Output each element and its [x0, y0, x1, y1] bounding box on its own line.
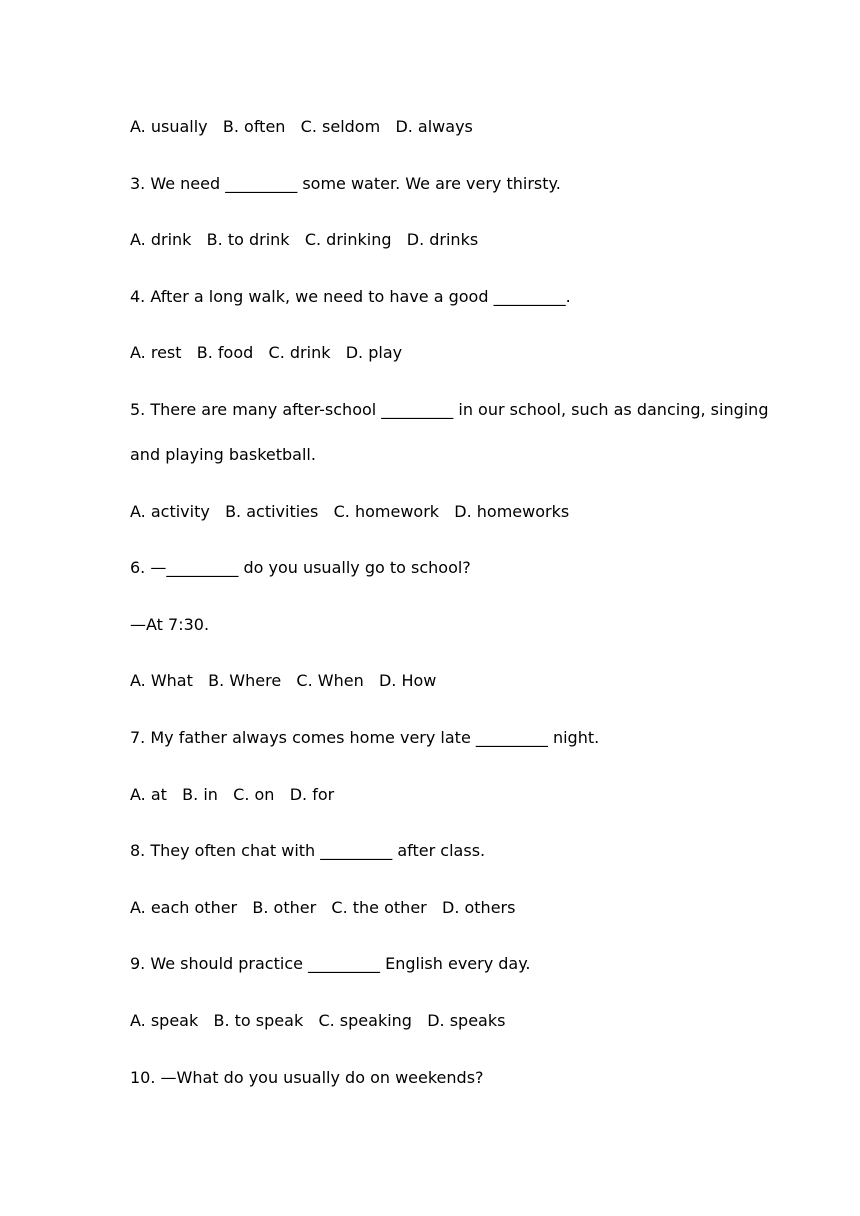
q5-options: A. activity B. activities C. homework D. homeworks	[130, 501, 570, 521]
q6-answer: —At 7:30.	[130, 614, 210, 634]
q5-question-line1: 5. There are many after-school _________ in our school, such as dancing, singing	[130, 399, 769, 419]
q9-question: 9. We should practice _________ English every day.	[130, 954, 531, 974]
q8-question: 8. They often chat with _________ after class.	[130, 841, 486, 861]
q6-question: 6. —_________ do you usually go to school?	[130, 558, 471, 578]
exercise-content	[130, 113, 769, 1120]
q9-options: A. speak B. to speak C. speaking D. speaks	[130, 1010, 506, 1030]
q4-options: A. rest B. food C. drink D. play	[130, 343, 403, 363]
q3-options: A. drink B. to drink C. drinking D. drinks	[130, 230, 479, 250]
q8-options: A. each other B. other C. the other D. others	[130, 897, 516, 917]
q3-question: 3. We need _________ some water. We are very thirsty.	[130, 173, 561, 193]
q5-question-line2: and playing basketball.	[130, 444, 316, 464]
q7-options: A. at B. in C. on D. for	[130, 784, 335, 804]
q2-options: A. usually B. often C. seldom D. always	[130, 117, 473, 136]
q10-question: 10. —What do you usually do on weekends?	[130, 1067, 484, 1087]
q4-question: 4. After a long walk, we need to have a good _________.	[130, 286, 571, 306]
q7-question: 7. My father always comes home very late _________ night.	[130, 727, 600, 747]
q6-options: A. What B. Where C. When D. How	[130, 671, 437, 691]
